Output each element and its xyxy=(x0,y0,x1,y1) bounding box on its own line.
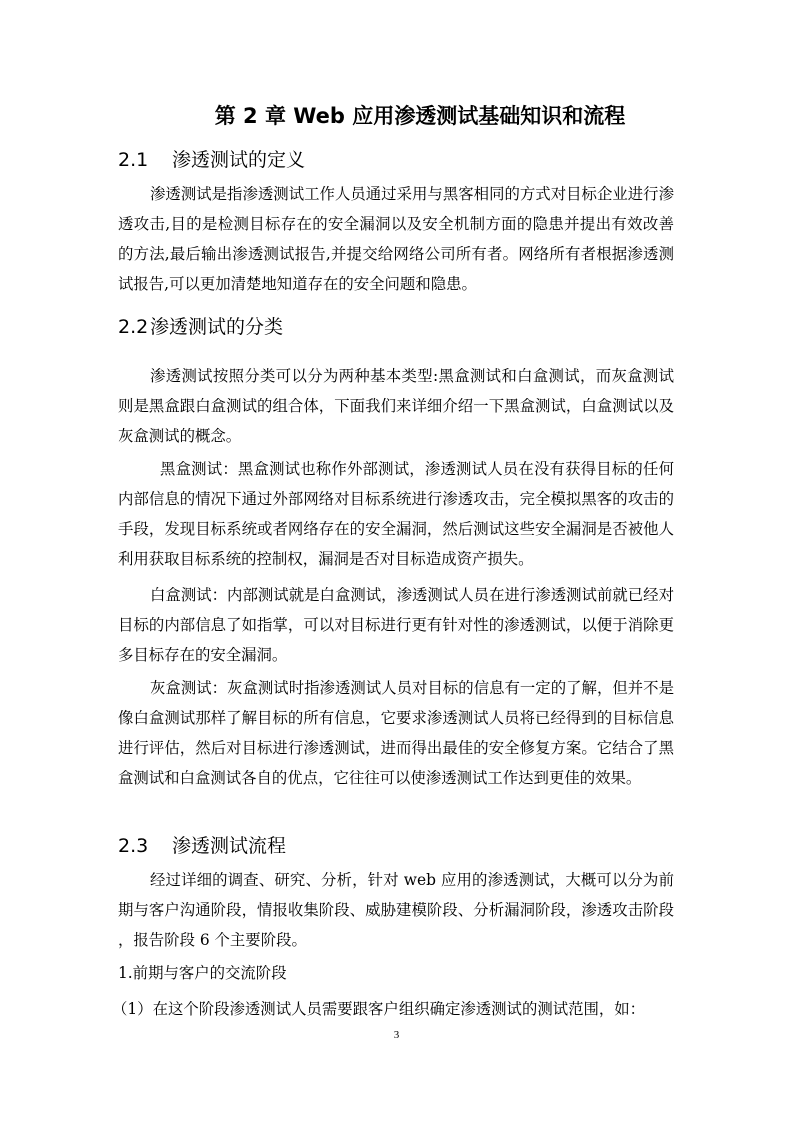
section-number: 2.3 xyxy=(118,835,149,857)
section-title: 渗透测试的定义 xyxy=(172,149,306,171)
paragraph-process-intro: 经过详细的调查、研究、分析，针对 web 应用的渗透测试，大概可以分为前期与客户沟通阶段，情报收集阶段、威胁建模阶段、分析漏洞阶段，渗透攻击阶段 ，报告阶段 6 个主要阶段。 xyxy=(118,871,674,949)
chapter-title: 第 2 章 Web 应用渗透测试基础知识和流程 xyxy=(214,104,626,128)
section-number: 2.2 xyxy=(118,316,149,338)
section-title: 渗透测试的分类 xyxy=(150,316,284,338)
section-title: 渗透测试流程 xyxy=(172,835,287,857)
section-heading-2-2 xyxy=(118,313,283,341)
paragraph-classification-intro: 渗透测试按照分类可以分为两种基本类型:黑盒测试和白盒测试，而灰盒测试则是黑盒跟白盒测试的组合体，下面我们来详细介绍一下黑盒测试，白盒测试以及灰盒测试的概念。 xyxy=(118,367,674,445)
paragraph-definition: 渗透测试是指渗透测试工作人员通过采用与黑客相同的方式对目标企业进行渗透攻击,目的是检测目标存在的安全漏洞以及安全机制方面的隐患并提出有效改善的方法,最后输出渗透测试报告,并提交给网络公司所有者。网络所有者根据渗透测试报告,可以更加清楚地知道存在的安全问题和隐患。 xyxy=(118,185,674,293)
page-number: 3 xyxy=(393,1029,400,1041)
step-item: （1）在这个阶段渗透测试人员需要跟客户组织确定渗透测试的测试范围，如： xyxy=(112,1000,646,1018)
paragraph-white-box: 白盒测试：内部测试就是白盒测试，渗透测试人员在进行渗透测试前就已经对目标的内部信息了如指掌，可以对目标进行更有针对性的渗透测试，以便于消除更多目标存在的安全漏洞。 xyxy=(118,586,674,664)
section-heading-2-3 xyxy=(118,832,286,860)
paragraph-gray-box: 灰盒测试：灰盒测试时指渗透测试人员对目标的信息有一定的了解，但并不是像白盒测试那样了解目标的所有信息，它要求渗透测试人员将已经得到的目标信息进行评估，然后对目标进行渗透测试，进而得出最佳的安全修复方案。它结合了黑盒测试和白盒测试各自的优点，它往往可以使渗透测试工作达到更佳的效果。 xyxy=(118,679,674,787)
section-heading-2-1 xyxy=(118,146,305,174)
step-heading: 1.前期与客户的交流阶段 xyxy=(118,964,287,982)
paragraph-black-box: 黑盒测试：黑盒测试也称作外部测试，渗透测试人员在没有获得目标的任何内部信息的情况下通过外部网络对目标系统进行渗透攻击，完全模拟黑客的攻击的手段，发现目标系统或者网络存在的安全漏洞，然后测试这些安全漏洞是否被他人利用获取目标系统的控制权，漏洞是否对目标造成资产损失。 xyxy=(118,460,674,568)
section-number: 2.1 xyxy=(118,149,149,171)
